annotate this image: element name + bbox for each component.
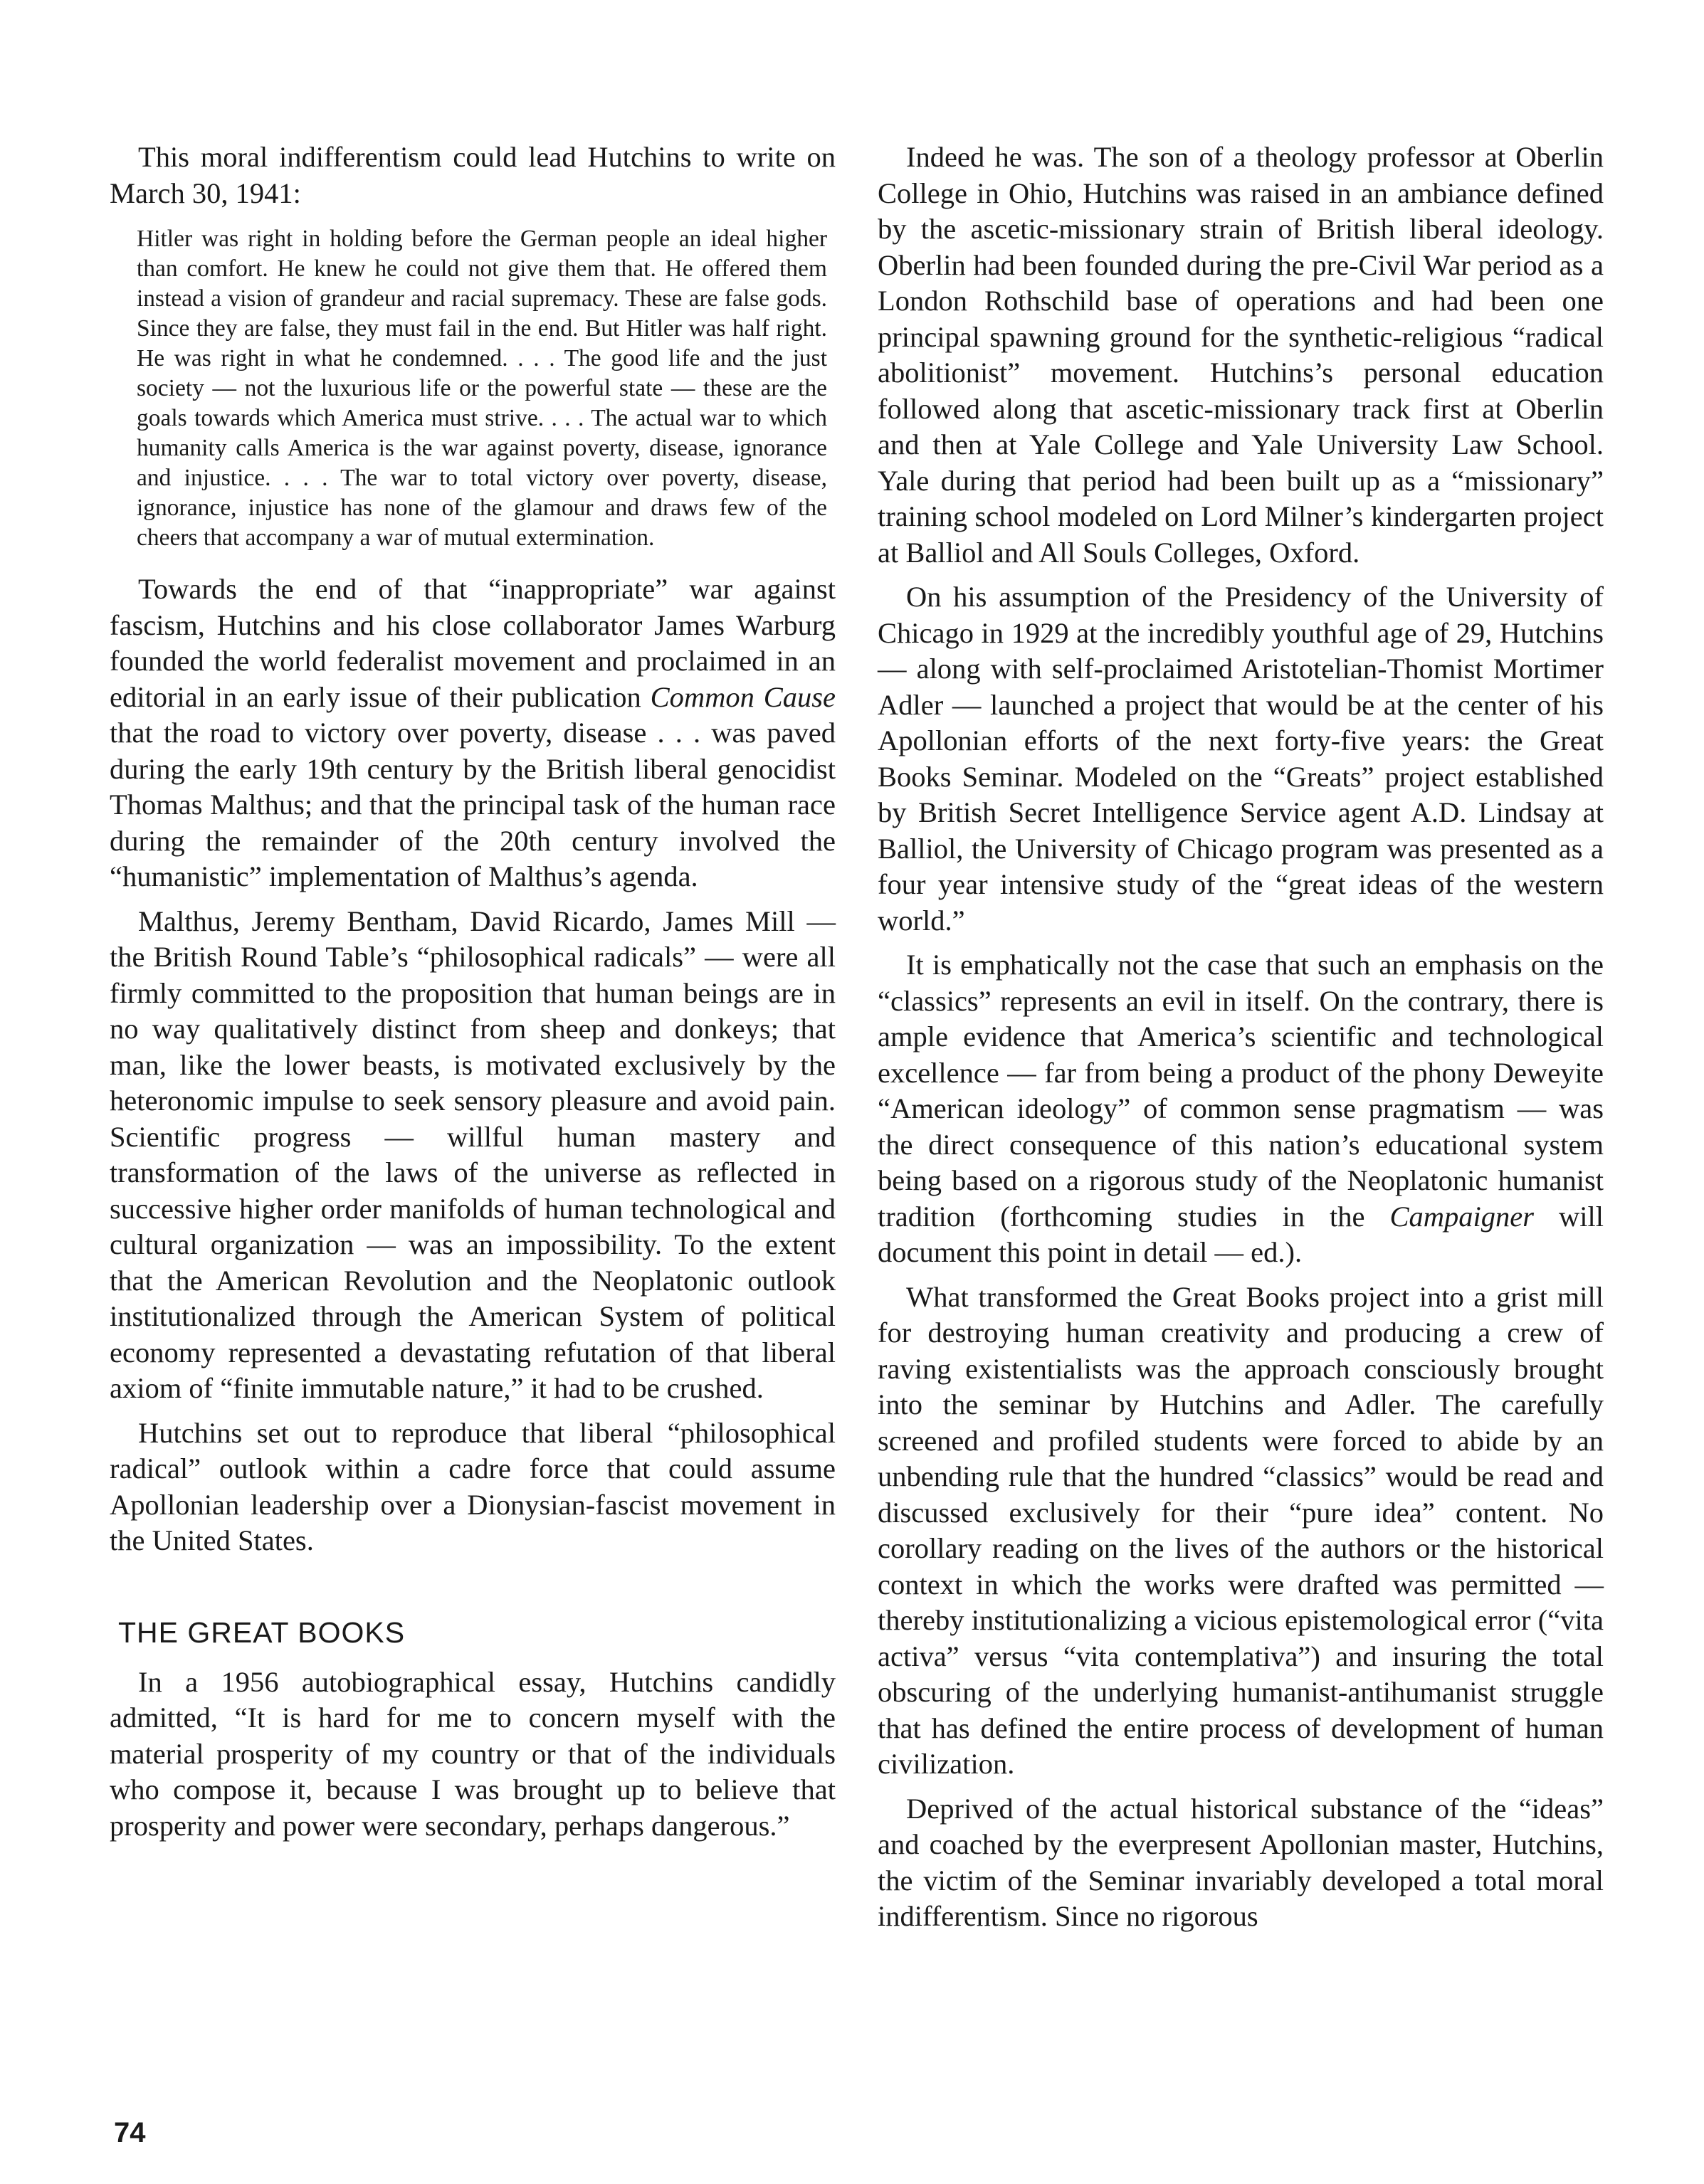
paragraph [878, 947, 1604, 1271]
text-run: Towards the end of that “inappropriate” war against fascism, Hutchins and his close collaborator James Warburg founded the world federalist movement and proclaimed in an editorial in an early issue of their publication [110, 573, 836, 713]
right-column [878, 139, 1604, 1935]
paragraph: This moral indifferentism could lead Hutchins to write on March 30, 1941: [110, 141, 836, 209]
text-run: will document this point in detail — ed.). [878, 1200, 1604, 1268]
paragraph: Deprived of the actual historical substance of the “ideas” and coached by the everpresent Apollonian master, Hutchins, the victim of the Seminar invariably developed a total moral indifferentism. Since no rigorous [878, 1792, 1604, 1932]
publication-title: Common Cause [650, 680, 836, 713]
page-number: 74 [114, 2117, 146, 2148]
publication-title: Campaigner [1389, 1200, 1534, 1233]
paragraph: Malthus, Jeremy Bentham, David Ricardo, James Mill — the British Round Table’s “philosophical radicals” — were all firmly committed to the proposition that human beings are in no way qualitatively distinct from sheep and donkeys; that man, like the lower beasts, is motivated exclusively by the heteronomic impulse to seek sensory pleasure and avoid pain. Scientific progress — willful human mastery and transformation of the laws of the universe as reflected in successive higher order manifolds of human technological and cultural organization — was an impossibility. To the extent that the American Revolution and the Neoplatonic outlook institutionalized through the American System of political economy represented a devastating refutation of that liberal axiom of “finite immutable nature,” it had to be crushed. [110, 904, 836, 1404]
paragraph: Indeed he was. The son of a theology professor at Oberlin College in Ohio, Hutchins was raised in an ambiance defined by the ascetic-missionary strain of British liberal ideology. Oberlin had been founded during the pre-Civil War period as a London Rothschild base of operations and had been one principal spawning ground for the synthetic-religious “radical abolitionist” movement. Hutchins’s personal education followed along that ascetic-missionary track first at Oberlin and then at Yale College and Yale University Law School. Yale during that period had been built up as a “missionary” training school modeled on Lord Milner’s kindergarten project at Balliol and All Souls Colleges, Oxford. [878, 141, 1604, 569]
paragraph [110, 571, 836, 895]
left-column [110, 139, 836, 1844]
section-heading: THE GREAT BOOKS [118, 1615, 406, 1649]
paragraph: What transformed the Great Books project into a grist mill for destroying human creativity and producing a crew of raving existentialists was the approach consciously brought into the seminar by Hutchins and Adler. The carefully screened and profiled students were forced to abide by an unbending rule that the hundred “classics” would be read and discussed exclusively for their “pure idea” content. No corollary reading on the lives of the authors or the historical context in which the works were drafted was permitted — thereby institutionalizing a vicious epistemological error (“vita activa” versus “vita contemplativa”) and insuring the total obscuring of the underlying humanist-antihumanist struggle that has defined the entire process of development of human civilization. [878, 1280, 1604, 1780]
paragraph: In a 1956 autobiographical essay, Hutchins candidly admitted, “It is hard for me to concern myself with the material prosperity of my country or that of the individuals who compose it, because I was brought up to believe that prosperity and power were secondary, perhaps dangerous.” [110, 1665, 836, 1842]
block-quote: Hitler was right in holding before the German people an ideal higher than comfort. He knew he could not give them that. He offered them instead a vision of grandeur and racial supremacy. These are false gods. Since they are false, they must fail in the end. But Hitler was half right. He was right in what he condemned. . . . The good life and the just society — not the luxurious life or the powerful state — these are the goals towards which America must strive. . . . The actual war to which humanity calls America is the war against poverty, disease, ignorance and injustice. . . . The war to total victory over poverty, disease, ignorance, injustice has none of the glamour and draws few of the cheers that accompany a war of mutual extermination. [137, 226, 827, 551]
text-run: that the road to victory over poverty, disease . . . was paved during the early 19th century by the British liberal genocidist Thomas Malthus; and that the principal task of the human race during the remainder of the 20th century involved the “humanistic” implementation of Malthus’s agenda. [110, 717, 836, 892]
paragraph: Hutchins set out to reproduce that liberal “philosophical radical” outlook within a cadre force that could assume Apollonian leadership over a Dionysian-fascist movement in the United States. [110, 1416, 836, 1556]
paragraph: On his assumption of the Presidency of the University of Chicago in 1929 at the incredibly youthful age of 29, Hutchins — along with self-proclaimed Aristotelian-Thomist Mortimer Adler — launched a project that would be at the center of his Apollonian efforts of the next forty-five years: the Great Books Seminar. Modeled on the “Greats” project established by British Secret Intelligence Service agent A.D. Lindsay at Balliol, the University of Chicago program was presented as a four year intensive study of the “great ideas of the western world.” [878, 581, 1604, 937]
text-run: It is emphatically not the case that such an emphasis on the “classics” represents an evil in itself. On the contrary, there is ample evidence that America’s scientific and technological excellence — far from being a product of the phony Deweyite “American ideology” of common sense pragmatism — was the direct consequence of this nation’s educational system being based on a rigorous study of the Neoplatonic humanist tradition (forthcoming studies in the [878, 949, 1604, 1233]
